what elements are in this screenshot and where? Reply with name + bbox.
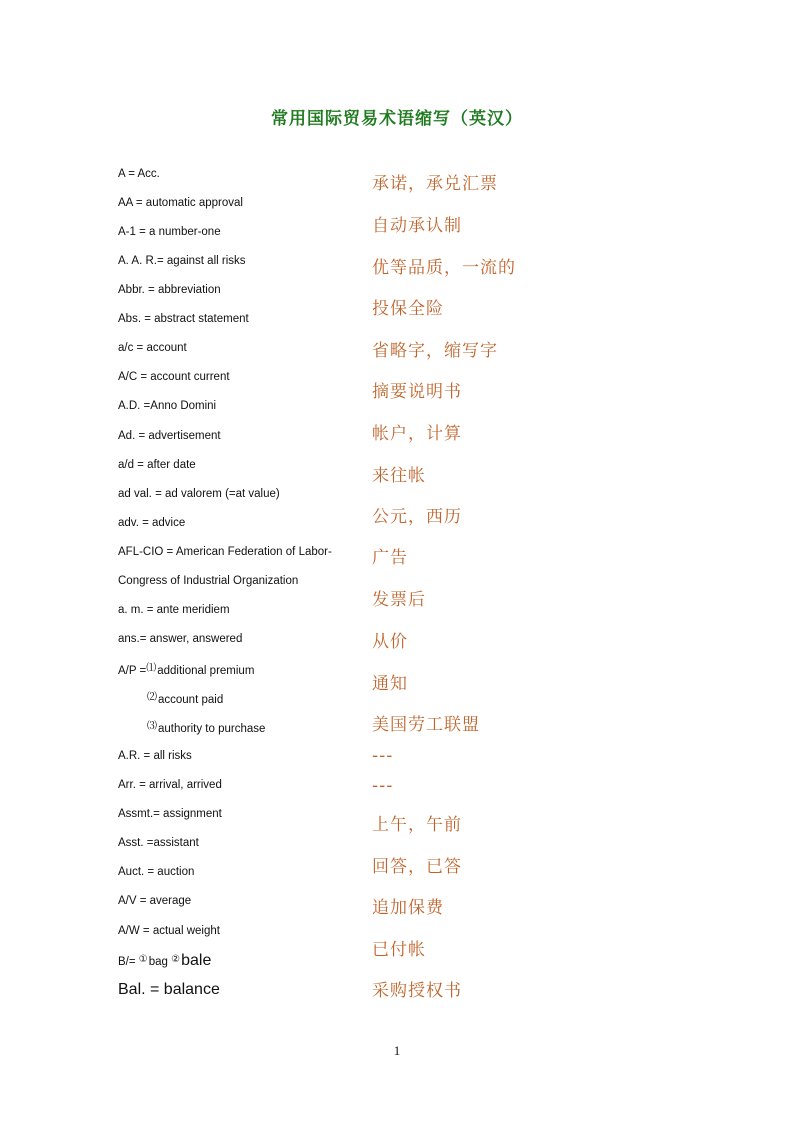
term-zh: 上午，午前 (372, 815, 462, 835)
term-zh: 公元，西历 (372, 507, 462, 527)
term-zh: --- (372, 746, 394, 766)
term-zh: 自动承认制 (372, 216, 462, 236)
term-en: A-1 = a number-one (118, 226, 221, 238)
term-en-ap (118, 662, 254, 677)
term-en: A. A. R.= against all risks (118, 255, 246, 267)
ap-item: additional premium (157, 665, 255, 677)
term-en: Arr. = arrival, arrived (118, 779, 222, 791)
term-en: AA = automatic approval (118, 197, 243, 209)
term-en: A = Acc. (118, 168, 160, 180)
term-en: a/c = account (118, 342, 187, 354)
term-zh: 投保全险 (372, 299, 444, 319)
term-zh: 已付帐 (372, 940, 426, 960)
term-zh: 来往帐 (372, 466, 426, 486)
term-en-b (118, 952, 211, 970)
circled-number: ① (138, 954, 148, 965)
b-item: bag (148, 956, 172, 968)
term-en: ans.= answer, answered (118, 633, 243, 645)
circled-number: ⑶ (147, 721, 157, 732)
term-en: ad val. = ad valorem (=at value) (118, 488, 280, 500)
term-zh: 通知 (372, 674, 408, 694)
ap-item: account paid (158, 694, 224, 706)
term-zh: 采购授权书 (372, 981, 462, 1001)
term-en: a. m. = ante meridiem (118, 604, 230, 616)
term-zh: --- (372, 776, 394, 796)
term-en: Abbr. = abbreviation (118, 284, 221, 296)
term-en: Assmt.= assignment (118, 808, 222, 820)
term-en: adv. = advice (118, 517, 186, 529)
ap-item: authority to purchase (158, 723, 266, 735)
term-zh: 优等品质，一流的 (372, 258, 516, 278)
term-en-bal: Bal. = balance (118, 981, 220, 998)
term-en: Congress of Industrial Organization (118, 575, 299, 587)
term-zh: 美国劳工联盟 (372, 715, 480, 735)
term-en: a/d = after date (118, 459, 196, 471)
page-number: 1 (393, 1043, 401, 1058)
term-en-ap-sub (147, 691, 223, 706)
ap-prefix: A/P = (118, 665, 147, 677)
term-zh: 回答，已答 (372, 857, 462, 877)
term-en-ap-sub (147, 720, 265, 735)
term-en: Auct. = auction (118, 866, 195, 878)
term-en: Abs. = abstract statement (118, 313, 249, 325)
term-en: Asst. =assistant (118, 837, 199, 849)
term-zh: 追加保费 (372, 898, 444, 918)
term-en: A.R. = all risks (118, 750, 192, 762)
term-zh: 摘要说明书 (372, 382, 462, 402)
term-en: Ad. = advertisement (118, 430, 221, 442)
term-zh: 发票后 (372, 590, 426, 610)
term-zh: 承诺，承兑汇票 (372, 174, 498, 194)
circled-number: ⑴ (146, 663, 157, 674)
term-en: A/C = account current (118, 371, 230, 383)
page-title: 常用国际贸易术语缩写（英汉） (271, 109, 523, 129)
term-zh: 省略字，缩写字 (372, 341, 498, 361)
circled-number: ⑵ (147, 692, 157, 703)
term-en: A.D. =Anno Domini (118, 400, 217, 412)
circled-number: ② (171, 954, 181, 965)
term-en: A/W = actual weight (118, 925, 220, 937)
term-en: A/V = average (118, 895, 192, 907)
term-en: AFL-CIO = American Federation of Labor- (118, 546, 332, 558)
b-prefix: B/= (118, 956, 139, 968)
b-item: bale (181, 952, 212, 969)
term-zh: 广告 (372, 548, 408, 568)
term-zh: 从价 (372, 632, 408, 652)
term-zh: 帐户，计算 (372, 424, 462, 444)
